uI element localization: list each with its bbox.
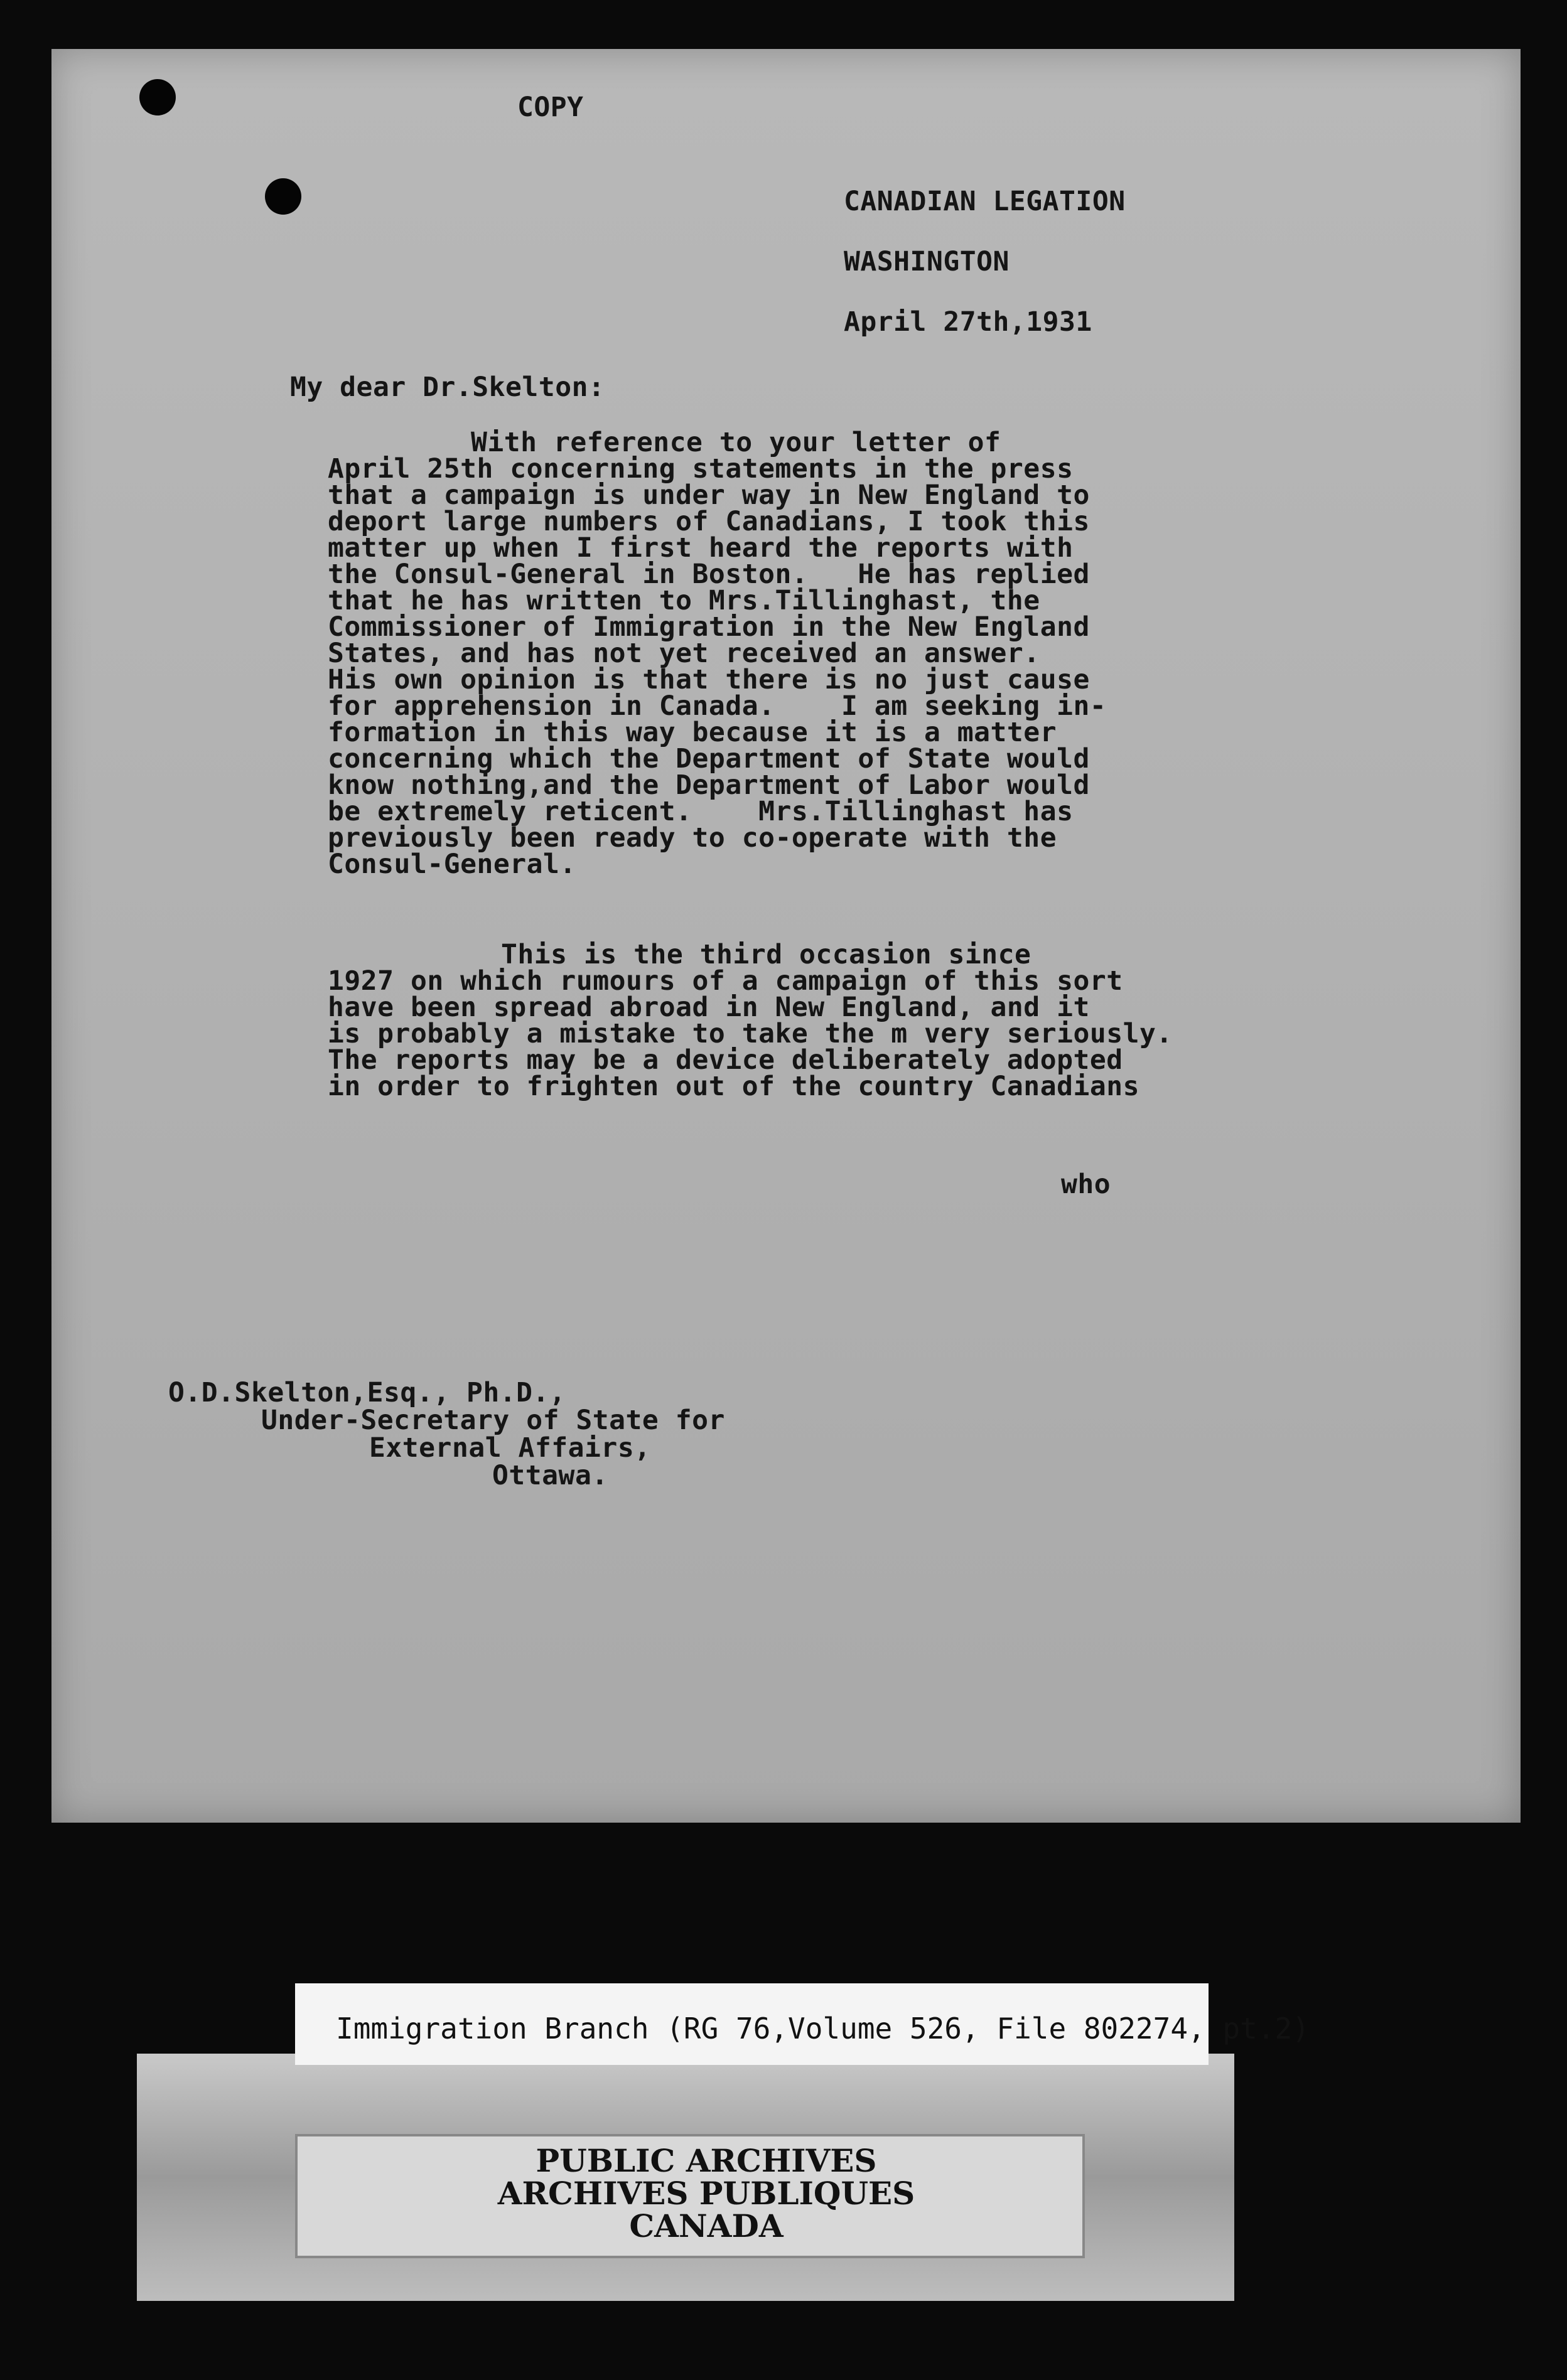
stamp-line-2: ARCHIVES PUBLIQUES: [497, 2175, 915, 2212]
stamp-line-3: CANADA: [629, 2207, 784, 2244]
text-line: His own opinion is that there is no just cause: [328, 664, 1090, 695]
text-line: The reports may be a device deliberately adopted: [328, 1044, 1123, 1076]
text-line: matter up when I first heard the reports with: [328, 532, 1074, 564]
text-line: April 25th concerning statements in the press: [328, 453, 1074, 485]
punch-hole: [265, 178, 301, 215]
stamp-line-1: PUBLIC ARCHIVES: [536, 2142, 877, 2179]
text-line: Commissioner of Immigration in the New England: [328, 611, 1090, 643]
text-line: This is the third occasion since: [501, 939, 1031, 970]
addressee-title: Under-Secretary of State for: [261, 1405, 725, 1436]
archive-reference: Immigration Branch (RG 76,Volume 526, File 802274, pt.2): [336, 2012, 1310, 2045]
text-line: deport large numbers of Canadians, I took this: [328, 506, 1090, 537]
text-line: formation in this way because it is a matter: [328, 717, 1057, 748]
addressee-city: Ottawa.: [492, 1460, 608, 1491]
header-city: WASHINGTON: [844, 246, 1010, 277]
text-line: is probably a mistake to take the m very seriously.: [328, 1018, 1173, 1049]
catchword: who: [1061, 1169, 1111, 1200]
addressee-name: O.D.Skelton,Esq., Ph.D.,: [168, 1377, 566, 1408]
header-legation: CANADIAN LEGATION: [844, 186, 1126, 217]
text-line: With reference to your letter of: [471, 427, 1001, 458]
addressee-department: External Affairs,: [369, 1432, 651, 1464]
salutation: My dear Dr.Skelton:: [290, 372, 605, 403]
text-line: know nothing,and the Department of Labor would: [328, 769, 1090, 801]
letter-page: [51, 49, 1521, 1823]
text-line: States, and has not yet received an answer.: [328, 638, 1040, 669]
text-line: concerning which the Department of State would: [328, 743, 1090, 775]
text-line: the Consul-General in Boston. He has replied: [328, 559, 1090, 590]
text-line: have been spread abroad in New England, and it: [328, 992, 1090, 1023]
text-line: previously been ready to co-operate with the: [328, 822, 1057, 854]
text-line: that he has written to Mrs.Tillinghast, the: [328, 585, 1040, 616]
text-line: for apprehension in Canada. I am seeking in-: [328, 690, 1107, 722]
text-line: Consul-General.: [328, 849, 576, 880]
text-line: be extremely reticent. Mrs.Tillinghast has: [328, 796, 1074, 827]
text-line: 1927 on which rumours of a campaign of this sort: [328, 965, 1123, 997]
text-line: that a campaign is under way in New England to: [328, 480, 1090, 511]
header-date: April 27th,1931: [844, 306, 1092, 338]
punch-hole: [139, 79, 176, 115]
copy-mark: COPY: [517, 92, 584, 123]
text-line: in order to frighten out of the country Canadians: [328, 1071, 1140, 1102]
